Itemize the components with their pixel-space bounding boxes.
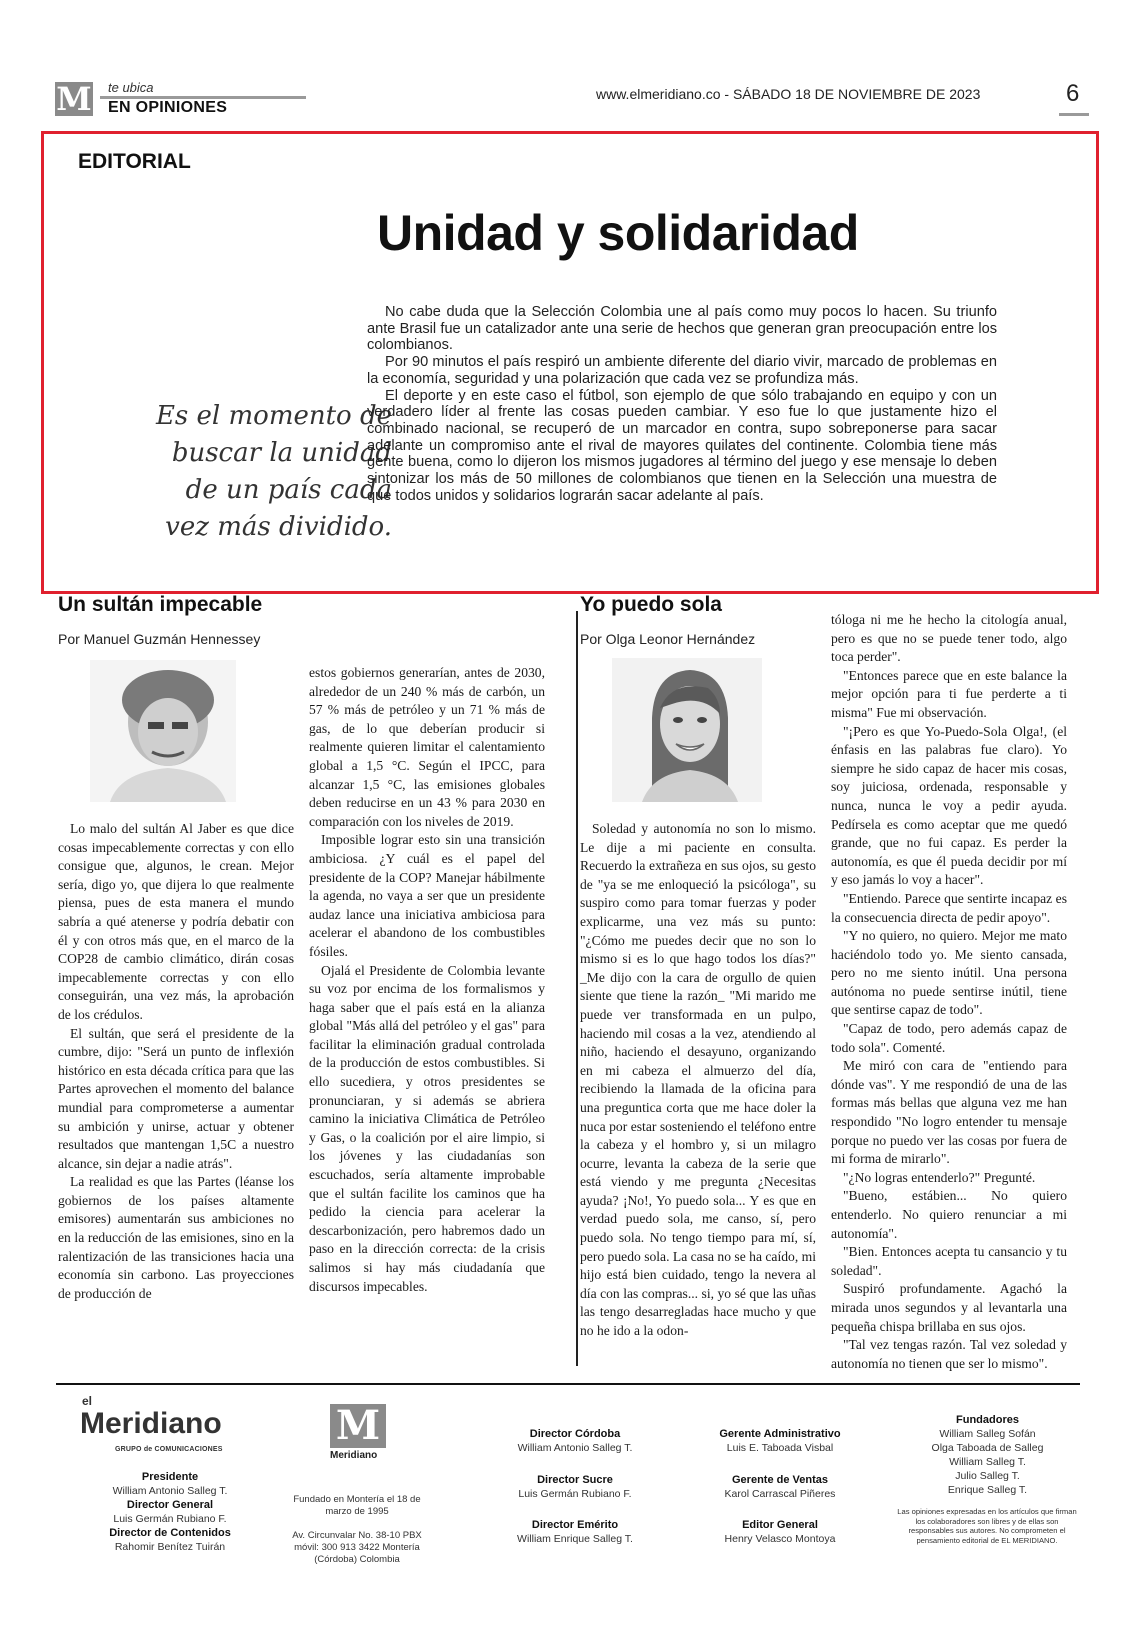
footer-m-word: Meridiano <box>330 1450 378 1461</box>
article-paragraph: "¿No logras entenderlo?" Pregunté. <box>843 1169 1036 1185</box>
article-column <box>580 820 816 1341</box>
founders-block <box>905 1413 1070 1497</box>
founding-info <box>292 1494 422 1518</box>
editorial-title: Unidad y solidaridad <box>377 205 859 261</box>
staff-name: Luis Germán Rubiano F. <box>113 1513 227 1525</box>
footer-disclaimer: Las opiniones expresadas en los artículos que firman los colaboradores son libres y de ellas son responsables sus autores. No comprometen el pensamiento editorial de EL MERIDIANO. <box>897 1507 1077 1545</box>
header-tagline: te ubica <box>108 80 154 95</box>
address-info <box>292 1530 422 1566</box>
date-line: www.elmeridiano.co - SÁBADO 18 DE NOVIEMBRE DE 2023 <box>596 86 981 102</box>
staff-role: Director General <box>126 1499 214 1511</box>
editorial-box <box>41 131 1099 594</box>
editorial-label: EDITORIAL <box>78 150 191 173</box>
article-paragraph: Soledad y autonomía no son lo mismo. Le dije a mi paciente en consulta. Recuerdo la extrañeza en sus ojos, su gesto de "ya se me enloqueció la psicóloga", su suspiro como para tomar fuerzas y poder explicarme, una vez más su punto: "¿Cómo me puedes decir que no son lo mismo si es lo que hago todos los días?" _Me dijo con la cara de orgullo de quien siente que tiene la razón_ "Mi marido me puede ver transformada en un pulpo, haciendo mil cosas a la vez, atendiendo al niño, haciendo el desayuno, organizando en mi cabeza el almuerzo del día, recibiendo la llamada de la oficina para una preguntica corta que me hace doler la nuca por estar sosteniendo el teléfono entre la cabeza y el hombro y, si un milagro ocurre, levanta la cabeza de la serie que está viendo y me pregunta ¿Necesitas ayuda? ¡No!, Yo puedo sola... Y es que en verdad puedo sola, me canso, sí, pero puedo sola. No tengo tiempo para mí, sí, pero puedo sola. La casa no se ha caído, mi hijo está bien cuidado, tengo la nevera al día con las compras... si, yo sé que las uñas las tengo desarregladas hace mucho y que no he ido a la odon- <box>580 821 816 1339</box>
article-paragraph: "¡Pero es que Yo-Puedo-Sola Olga!, (el énfasis en las palabras fue claro). Yo siempre he sido capaz de hacer mis cosas, soy juiciosa, ordenada, responsable y nunca, nunca le voy a pedir ayuda. Pedírsela es como aceptar que me quedó grande, que no fui capaz. Es perder la autonomía, es que él pueda decidir por mí y eso jamás lo voy a hacer". <box>831 723 1067 888</box>
staff-role: Director Emérito <box>531 1519 619 1531</box>
article-column <box>58 820 294 1303</box>
article-paragraph: "Entonces parece que en este balance la mejor opción para ti fue perderte a ti misma" Fue mi observación. <box>831 667 1067 720</box>
staff-name: Luis E. Taboada Visbal <box>726 1442 834 1454</box>
footer-staff-block <box>495 1473 655 1501</box>
article-paragraph: Me miró con cara de "entiendo para dónde vas". Y me respondió de una de las formas más bellas que alguna vez me han respondido "No logro entender tu mensaje porque no puedo ver las cosas por fuera de mi forma de mirarlo". <box>831 1058 1067 1167</box>
address: Av. Circunvalar No. 38-10 PBX móvil: 300 913 3422 Montería (Córdoba) Colombia <box>292 1530 422 1565</box>
staff-role: Presidente <box>141 1471 199 1483</box>
staff-role: Director Sucre <box>537 1474 613 1486</box>
editorial-paragraph: El deporte y en este caso el fútbol, son ejemplo de que sólo trabajando en equipo y con un verdadero líder al frente las cosas pueden cambiar. Y eso fue lo que justamente hizo el combinado nacional, se recuperó de un marcador en contra, supo sobreponerse para sacar adelante un compromiso ante el rival de mayores quilates del continente. Colombia tiene más gente buena, como lo dijeron los mismos jugadores al término del juego y ese mensaje lo deben sintonizar los más de 50 millones de colombianos que tienen en la Selección una muestra de que todos unidos y solidarios lograrán sacar adelante al país. <box>367 387 997 504</box>
article-title: Un sultán impecable <box>58 593 263 616</box>
article-paragraph: Lo malo del sultán Al Jaber es que dice cosas impecablemente correctas y con ello consigue que, algunos, le crean. Mejor sería, digo yo, que dijera lo que realmente piensa, pues de esta manera el mundo sabría a qué atenerse y podría debatir con él y con otros más que, en el marco de la COP28 de cambio climático, dirán cosas impecablemente correctas y con ello conseguirán, una vez más, la aprobación de los crédulos. <box>58 821 294 1022</box>
staff-role: Gerente Administrativo <box>719 1428 841 1440</box>
staff-role: Editor General <box>742 1519 818 1531</box>
article-title: Yo puedo sola <box>580 593 722 616</box>
article-paragraph: El sultán, que será el presidente de la cumbre, dijo: "Será un punto de inflexión histórico en esta década crítica para que las Partes aprovechen el momento del balance mundial para comprometerse a aumentar su ambición y unirse, actuar y obtener resultados que mantengan 1,5C a nuestro alcance, sin dejar a nadie atrás". <box>58 1025 294 1171</box>
staff-role: Director Córdoba <box>529 1428 621 1440</box>
article-author: Por Manuel Guzmán Hennessey <box>58 631 261 647</box>
page-number: 6 <box>1066 80 1080 107</box>
footer-rule <box>56 1383 1080 1385</box>
founding-date: Fundado en Montería el 18 de marzo de 1995 <box>293 1494 421 1517</box>
founder-name: Enrique Salleg T. <box>947 1484 1028 1496</box>
article-paragraph: La realidad es que las Partes (léanse los gobiernos de los países altamente emisores) aumentarán sus ambiciones no en la reducción de las emisiones, sino en la ralentización de las transiciones hacia una economía sin carbono. Las proyecciones de producción de <box>58 1174 294 1301</box>
founder-name: William Salleg T. <box>949 1456 1026 1468</box>
founder-name: Julio Salleg T. <box>955 1470 1020 1482</box>
footer-staff-block <box>495 1427 655 1455</box>
founder-name: Olga Taboada de Salleg <box>931 1442 1044 1454</box>
footer-logo-group: GRUPO de COMUNICACIONES <box>115 1446 223 1453</box>
article-paragraph: estos gobiernos generarían, antes de 2030, alrededor de un 240 % más de carbón, un 57 % más de petróleo y un 71 % más de gas, de lo que deberían producir si realmente quieren limitar el calentamiento global a 1,5 °C. Según el IPCC, para alcanzar 1,5 °C, las emisiones globales deben reducirse en un 43 % para 2030 en comparación con los niveles de 2019. <box>309 665 545 829</box>
author-photo <box>612 658 762 802</box>
article-column <box>831 611 1067 1373</box>
editorial-paragraph: No cabe duda que la Selección Colombia une al país como muy pocos lo hacen. Su triunfo ante Brasil fue un catalizador ante una serie de hechos que generan gran preocupación entre los colombianos. <box>367 304 997 354</box>
editorial-pull-quote: Es el momento de buscar la unidad de un país cada vez más dividido. <box>155 401 392 542</box>
column-divider <box>576 611 578 1366</box>
staff-role: Fundadores <box>956 1414 1019 1426</box>
editorial-body <box>367 304 997 504</box>
author-photo <box>90 660 236 802</box>
staff-role: Gerente de Ventas <box>732 1474 828 1486</box>
footer-staff-block <box>695 1518 865 1546</box>
staff-name: William Enrique Salleg T. <box>517 1533 633 1545</box>
staff-name: William Antonio Salleg T. <box>517 1442 633 1454</box>
article-paragraph: "Bueno, estábien... No quiero entenderlo. No quiero renunciar a mi autonomía". <box>831 1188 1067 1241</box>
staff-name: Henry Velasco Montoya <box>724 1533 836 1545</box>
page-number-rule <box>1059 113 1089 116</box>
footer-staff-block <box>495 1518 655 1546</box>
article-paragraph: "Entiendo. Parece que sentirte incapaz es la consecuencia directa de pedir apoyo". <box>831 890 1067 925</box>
founder-name: William Salleg Sofán <box>939 1428 1036 1440</box>
section-title: EN OPINIONES <box>108 99 228 116</box>
author-portrait-icon <box>90 660 236 802</box>
staff-name: William Antonio Salleg T. <box>112 1485 228 1497</box>
staff-name: Karol Carrascal Piñeres <box>724 1488 836 1500</box>
article-column <box>309 664 545 1296</box>
staff-name: Luis Germán Rubiano F. <box>518 1488 632 1500</box>
newspaper-logo: M <box>56 80 92 118</box>
footer-staff-block <box>695 1473 865 1501</box>
article-paragraph: Ojalá el Presidente de Colombia levante su voz por encima de los formalismos y haga saber que el país está en la alianza global "Más allá del petróleo y el gas" para facilitar la eliminación gradual controlada de la producción de estos combustibles. Si ello sucediera, y otros presidentes se pronunciaran, y si además se abriera camino la iniciativa Climática de Petróleo y Gas, o la coalición por el aire limpio, si los jóvenes y las ciudadanías son escuchados, sería altamente improbable que el sultán facilite los caminos que ha pedido la ciencia para acelerar la descarbonización, pero habremos dado un paso en la dirección correcta: de la crisis salimos si hay más ciudadanía que discursos impecables. <box>309 962 545 1294</box>
article-paragraph: "Capaz de todo, pero además capaz de todo sola". Comenté. <box>831 1021 1067 1055</box>
article-paragraph: "Bien. Entonces acepta tu cansancio y tu soledad". <box>831 1244 1067 1278</box>
footer-staff-block <box>70 1470 270 1554</box>
editorial-paragraph: Por 90 minutos el país respiró un ambiente diferente del diario vivir, marcado de problemas en la economía, seguridad y una polarización que cada vez se profundiza más. <box>367 354 997 387</box>
footer-m-logo: M <box>330 1404 386 1448</box>
article-paragraph: Suspiró profundamente. Agachó la mirada unos segundos y al levantarla una pequeña chispa brillaba en sus ojos. <box>831 1281 1067 1334</box>
staff-role: Director de Contenidos <box>109 1527 231 1539</box>
footer-logo: Meridiano <box>80 1407 222 1440</box>
article-paragraph: Imposible lograr esto sin una transición ambiciosa. ¿Y cuál es el papel del presidente de la COP? Manejar hábilmente la agenda, no vaya a ser que un presidente audaz lance una iniciativa ambiciosa para acelerar el abandono de los combustibles fósiles. <box>309 832 545 959</box>
footer-logo-el: el <box>82 1394 93 1408</box>
article-paragraph: "Y no quiero, no quiero. Mejor me mato haciéndolo todo yo. Me siento cansada, pero no me siento inútil. Una persona autónoma no puede sentirse inútil, tiene que sentirse capaz de todo". <box>831 928 1067 1018</box>
footer-staff-block <box>695 1427 865 1455</box>
article-author: Por Olga Leonor Hernández <box>580 631 756 647</box>
article-paragraph: "Tal vez tengas razón. Tal vez soledad y autonomía no tienen que ser lo mismo". <box>831 1337 1067 1371</box>
article-paragraph: tóloga ni me he hecho la citología anual, pero es que no se puede tener todo, algo toca perder". <box>831 612 1067 665</box>
staff-name: Rahomir Benítez Tuirán <box>114 1541 226 1553</box>
author-portrait-icon <box>612 658 762 802</box>
